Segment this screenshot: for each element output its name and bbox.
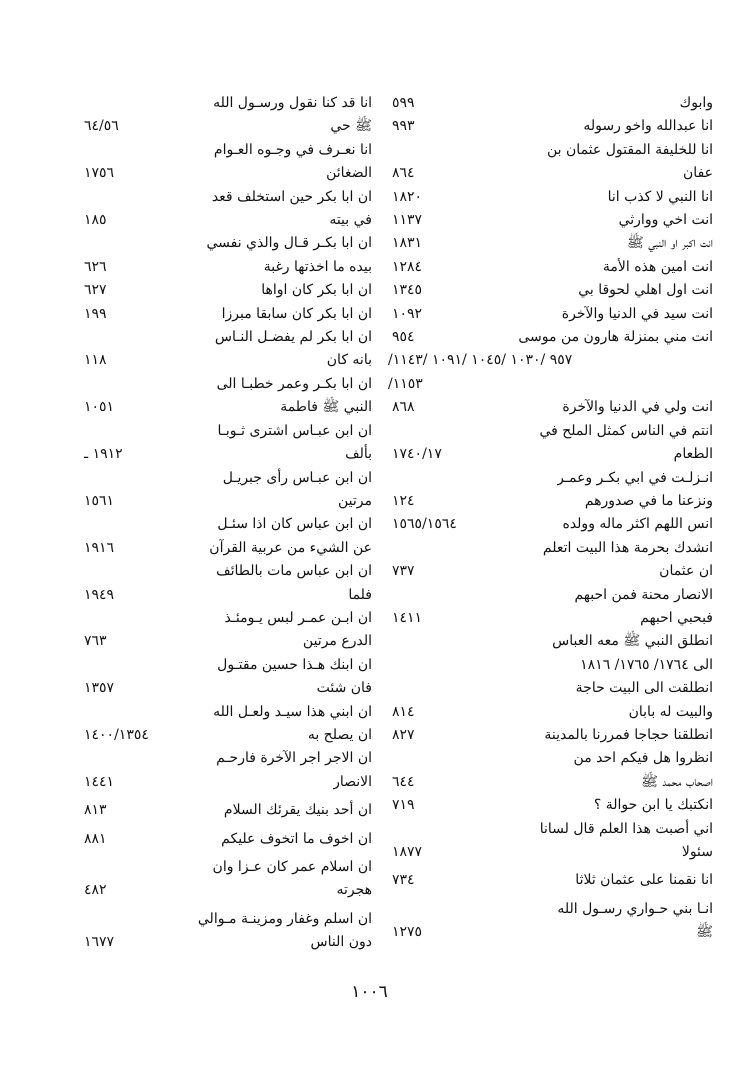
- index-entry: [80, 654, 372, 677]
- entry-text: بيده ما اخذتها رغبة: [263, 258, 372, 275]
- index-entry: [80, 279, 372, 302]
- entry-text: انا نقمنا على عثمان ثلاثا: [575, 872, 713, 889]
- entry-text: الانصار: [333, 773, 372, 790]
- entry-text: ان ابن عبـاس اشترى ثـوبـا: [217, 422, 372, 439]
- entry-ref: ١٨٢٠: [392, 188, 423, 205]
- index-entry: [80, 92, 372, 115]
- entry-text: ان ابا بكر كان اواها: [261, 282, 372, 299]
- index-entry: [80, 908, 372, 931]
- entry-text: انظروا هل فيكم احد من: [573, 750, 713, 767]
- entry-text: انكتبك يا ابن حوالة ؟: [593, 797, 713, 814]
- index-entry: [80, 584, 372, 607]
- index-entry: [80, 115, 372, 138]
- index-entry: [80, 420, 372, 443]
- index-entry: [80, 209, 372, 232]
- entry-text: اصحاب محمد ﷺ: [641, 773, 713, 790]
- entry-text: ان ابا بكر كان سابقا مبرزا: [221, 305, 372, 322]
- index-entry: [388, 607, 713, 630]
- entry-ref: ١٩٩: [84, 305, 107, 322]
- entry-text: بألف: [345, 446, 372, 463]
- index-entry: [388, 326, 713, 349]
- index-entry: [80, 828, 372, 851]
- entry-text: انطلق النبي ﷺ معه العباس: [552, 633, 713, 650]
- entry-text: انا النبي لا كذب انا: [607, 188, 713, 205]
- index-entry: [388, 279, 713, 302]
- index-entry: [80, 677, 372, 700]
- entry-ref: ٦٢٦: [84, 258, 107, 275]
- entry-ref: ٦٤/٥٦: [84, 118, 119, 135]
- entry-text: في بيته: [329, 212, 372, 229]
- entry-ref: ١٢٧٥: [392, 924, 423, 941]
- entry-text: ان ابن عباس كان اذا سئـل: [217, 516, 372, 533]
- entry-ref: ٨٦٨: [392, 399, 415, 416]
- index-entry: [80, 771, 372, 794]
- entry-text: هجرته: [336, 882, 372, 899]
- entry-text: انت سيد في الدنيا والآخرة: [561, 305, 713, 322]
- index-entry: [388, 794, 713, 817]
- entry-text: انا للخليفة المقتول عثمان بن: [547, 141, 713, 158]
- entry-ref: ١٧٥٦: [84, 165, 115, 182]
- index-entry: [80, 513, 372, 536]
- index-entry: [80, 303, 372, 326]
- index-entry: [80, 326, 372, 349]
- entry-text: انت اخي ووارثي: [618, 212, 713, 229]
- entry-ref: ١٧٤٠/١٧: [392, 446, 442, 463]
- index-entry: [388, 869, 713, 892]
- entry-text: ان ابا بكـر قـال والذي نفسي: [206, 235, 372, 252]
- entry-text: انت اكبر او النبي ﷺ: [626, 235, 713, 252]
- entry-text: ان ابا بكر لم يفضـل النـاس: [214, 329, 372, 346]
- index-entry: [388, 560, 713, 583]
- entry-text: ان الاجر اجر الآخرة فارحـم: [216, 750, 372, 767]
- index-entry: [80, 537, 372, 560]
- entry-text: الدرع مرتين: [302, 633, 372, 650]
- index-column-left: [80, 92, 372, 955]
- index-entry: [80, 799, 372, 822]
- entry-text: ان ابن عبـاس رأى جبريـل: [222, 469, 372, 486]
- entry-text: بانه كان: [326, 352, 372, 369]
- entry-ref: ١٤١١: [392, 609, 423, 626]
- entry-text: فلما: [348, 586, 372, 603]
- entry-ref: ٨٢٧: [392, 726, 415, 743]
- entry-ref: ٦٤٤: [392, 773, 415, 790]
- index-entry: [388, 92, 713, 115]
- entry-ref: ١٢٤: [392, 492, 415, 509]
- entry-text: ان أحد بنيك يقرئك السلام: [223, 802, 372, 819]
- index-entry: [80, 373, 372, 396]
- entry-text: ان ابني هذا سيـد ولعـل الله: [213, 703, 372, 720]
- entry-text: الضغائن: [326, 165, 372, 182]
- entry-text: ان اسلام عمر كان عـزا وان: [212, 859, 372, 875]
- entry-ref: ١٨٧٧: [392, 844, 423, 860]
- entry-ref: ١٣٥٧: [84, 680, 115, 697]
- entry-ref: ١٤٤١: [84, 773, 115, 790]
- entry-text: ان عثمان: [659, 563, 713, 580]
- index-entry: [388, 584, 713, 607]
- entry-text: انـزلـت في ابي بكـر وعمـر: [557, 469, 713, 486]
- index-entry: [388, 841, 713, 864]
- entry-ref: ٧١٩: [392, 797, 415, 814]
- entry-text: عفان: [683, 165, 713, 182]
- index-entry: [388, 630, 713, 653]
- entry-text: انـا بني حـواري رسـول الله: [557, 900, 713, 917]
- entry-ref: ٦٢٧: [84, 282, 107, 299]
- index-entry: [388, 818, 713, 841]
- index-entry: [80, 879, 372, 902]
- index-entry: [80, 724, 372, 747]
- index-entry: [80, 139, 372, 162]
- index-entry: [388, 115, 713, 138]
- entry-text: مرتين: [337, 492, 372, 509]
- entry-text: انا نعـرف في وجـوه العـوام: [213, 141, 372, 158]
- entry-ref: ٩٩٣: [392, 118, 415, 135]
- index-entry: [388, 162, 713, 185]
- entry-ref: ١٤٠٠/١٣٥٤: [84, 726, 149, 743]
- index-entry: [388, 747, 713, 770]
- index-entry: [388, 724, 713, 747]
- entry-text: الطعام: [673, 446, 713, 463]
- index-entry: [80, 467, 372, 490]
- entry-text: ان يصلح به: [307, 726, 372, 743]
- entry-text: انا عبدالله واخو رسوله: [583, 118, 713, 135]
- index-entry: [80, 232, 372, 255]
- index-entry: [388, 701, 713, 724]
- page-number: ١٠٠٦: [351, 982, 388, 1002]
- entry-ref: ١٩١٢ ـ: [84, 446, 123, 463]
- index-entry: [80, 856, 372, 879]
- entry-text: ان ابا بكر حين استخلف قعد: [211, 188, 372, 205]
- entry-ref: ٩٥٤: [392, 329, 415, 346]
- entry-ref: ١٥٦٥/١٥٦٤: [392, 516, 457, 533]
- index-entry: [388, 490, 713, 513]
- index-entry: [80, 701, 372, 724]
- entry-ref: ١١٨: [84, 352, 107, 369]
- index-entry: [80, 630, 372, 653]
- index-entry: [80, 443, 372, 466]
- index-entry: [388, 467, 713, 490]
- entry-text: عن الشيء من عربية القرآن: [209, 539, 372, 556]
- entry-ref: ١٠٥١: [84, 399, 115, 416]
- entry-ref: ١٠٩٢: [392, 305, 423, 322]
- index-entry: [388, 677, 713, 700]
- index-entry: [388, 139, 713, 162]
- index-entry: [388, 921, 713, 944]
- entry-ref: ١٢٨٤: [392, 258, 423, 275]
- index-column-right: [388, 92, 713, 945]
- entry-text: ﷺ: [696, 924, 713, 941]
- index-entry: [388, 256, 713, 279]
- index-entry: [388, 303, 713, 326]
- entry-text: ان ابا بكـر وعمر خطبـا الى: [216, 375, 372, 392]
- entry-text: فان شئت: [316, 680, 372, 697]
- entry-ref: ١٩٤٩: [84, 586, 115, 603]
- entry-ref: ٧٣٧: [392, 563, 415, 580]
- index-entry: [388, 537, 713, 560]
- entry-text: انس اللهم اكثر ماله وولده: [562, 516, 713, 533]
- index-entry: [388, 443, 713, 466]
- entry-text: انت مني بمنزلة هارون من موسى: [518, 329, 713, 346]
- entry-text: ان ابن عباس مات بالطائف: [216, 563, 372, 580]
- index-entry: [80, 349, 372, 372]
- entry-text: دون الناس: [310, 934, 372, 951]
- index-entry: [388, 396, 713, 419]
- entry-text: انت امين هذه الأمة: [602, 258, 713, 275]
- entry-text: ﷺ حي: [330, 118, 372, 135]
- entry-ref: ١٨٣١: [392, 235, 423, 252]
- entry-ref: ٧٣٤: [392, 872, 415, 889]
- entry-text: انت اول اهلي لحوقا بي: [578, 282, 713, 299]
- index-entry: [388, 898, 713, 921]
- entry-text: ان ابـن عمـر لبس يـومئـذ: [224, 609, 372, 626]
- index-entry: [80, 560, 372, 583]
- index-entry: [388, 232, 713, 255]
- index-entry: [388, 771, 713, 794]
- index-entry: [80, 747, 372, 770]
- entry-ref: ٧٦٣: [84, 633, 107, 650]
- entry-ref: ١٦٧٧: [84, 934, 115, 951]
- entry-text: انطلقنا حجاجا فمررنا بالمدينة: [544, 726, 713, 743]
- entry-ref-continuation: الى ١٧٦٤/ ١٧٦٥/ ١٨١٦: [580, 656, 713, 673]
- entry-text: ان اسلم وغفار ومزينـة مـوالي: [197, 910, 372, 927]
- entry-text: اني أصبت هذا العلم قال لسانا: [539, 820, 713, 837]
- entry-ref-continuation: /٩٥٧ /١٠٣٠ /١٠٤٥ /١٠٩١ /١١٤٣: [388, 352, 573, 369]
- entry-ref: ١٣٤٥: [392, 282, 423, 299]
- entry-ref: ٤٨٢: [84, 882, 107, 899]
- entry-text: الانصار محنة فمن احبهم: [574, 586, 713, 603]
- index-entry: [80, 396, 372, 419]
- index-entry: [80, 490, 372, 513]
- entry-text: ان اخوف ما اتخوف عليكم: [221, 830, 372, 847]
- entry-text: انشدك بحرمة هذا البيت اتعلم: [542, 539, 713, 556]
- entry-text: والبيت له بابان: [628, 703, 713, 720]
- entry-ref: ٨٨١: [84, 830, 107, 847]
- entry-ref-continuation: /١١٥٣: [388, 375, 423, 392]
- index-entry: [80, 931, 372, 954]
- entry-text: انتم في الناس كمثل الملح في: [539, 422, 713, 439]
- index-entry: [80, 186, 372, 209]
- entry-text: فبحبي احبهم: [640, 609, 713, 626]
- entry-ref: ٨٦٤: [392, 165, 415, 182]
- index-entry: [80, 607, 372, 630]
- index-entry: [388, 420, 713, 443]
- entry-text: ونزعنا ما في صدورهم: [584, 492, 713, 509]
- entry-ref: ١١٣٧: [392, 212, 423, 229]
- entry-ref: ٨١٤: [392, 703, 415, 720]
- index-entry: [388, 186, 713, 209]
- entry-ref: ٥٩٩: [392, 95, 415, 111]
- index-entry: [388, 513, 713, 536]
- entry-text: انا قد كنا نقول ورسـول الله: [213, 95, 372, 111]
- entry-text: ان ابنك هـذا حسين مقتـول: [217, 656, 372, 673]
- entry-text: انت ولي في الدنيا والآخرة: [562, 399, 713, 416]
- entry-text: وابوك: [679, 95, 713, 111]
- entry-ref: ١٥٦١: [84, 492, 115, 509]
- index-entry: [388, 209, 713, 232]
- entry-ref: ١٩١٦: [84, 539, 115, 556]
- index-entry: [80, 162, 372, 185]
- index-entry: [80, 256, 372, 279]
- entry-text: النبي ﷺ فاطمة: [280, 399, 372, 416]
- entry-ref: ٨١٣: [84, 802, 107, 819]
- entry-ref: ١٨٥: [84, 212, 107, 229]
- entry-text: سئولا: [681, 844, 713, 860]
- entry-text: انطلقت الى البيت حاجة: [575, 680, 713, 697]
